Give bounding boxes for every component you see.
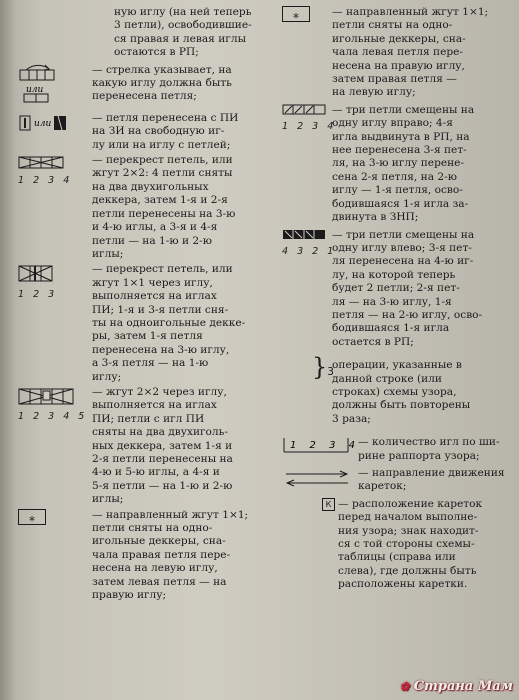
- legend-text-line: правую иглу;: [92, 589, 167, 602]
- legend-text-line: затем правая петля —: [332, 73, 457, 86]
- repeat-symbol: [312, 353, 335, 382]
- legend-text-line: петля — на 2-ю иглу, осво-: [332, 308, 483, 321]
- legend-entry-cross-2x2: [18, 154, 272, 261]
- legend-text-line: 5-я петли — на 1-ю и 2-ю: [92, 479, 233, 492]
- legend-text-line: 3 раза;: [332, 412, 371, 425]
- legend-text-line: одну иглу влево; 3-я пет-: [332, 241, 472, 254]
- needle-numbers: 1 2 3 4 5: [18, 411, 88, 423]
- shift-right-icon: [282, 104, 328, 116]
- legend-text-line: ся правая и левая иглы: [114, 32, 247, 45]
- needle-numbers: 4 3 2 1: [282, 245, 337, 257]
- legend-text-line: чала правая петля пере-: [92, 548, 231, 561]
- legend-entry-transfer: [18, 112, 272, 152]
- legend-text-line: строках) схемы узора,: [332, 385, 457, 398]
- needle-numbers: 1 2 3: [18, 288, 58, 300]
- cable-2x2-over-icon: [18, 388, 76, 406]
- legend-text-line: а 3-я петля — на 1-ю: [92, 357, 209, 370]
- legend-text-line: слева), где должны быть: [338, 564, 477, 577]
- legend-text-line: — направленный жгут 1×1;: [92, 508, 249, 521]
- legend-text-line: одну иглу вправо; 4-я: [332, 117, 453, 130]
- legend-text-line: лу или на иглу с петлей;: [92, 138, 231, 151]
- cable-1x1-icon: [18, 265, 58, 283]
- carriage-symbol: [322, 498, 335, 511]
- legend-text-line: ля, на 3-ю иглу перене-: [332, 157, 465, 170]
- legend-text-line: — направление движения: [358, 467, 505, 479]
- shift-right-symbol: [282, 104, 336, 134]
- watermark-flower-icon: ✿: [400, 680, 410, 693]
- curly-brace-icon: }: [312, 353, 328, 382]
- legend-text-line: бодившаяся 1-я игла за-: [332, 197, 469, 210]
- legend-text-line: игла выдвинута в РП, на: [332, 130, 470, 143]
- legend-text-line: жгут 2×2: 4 петли сняты: [92, 167, 233, 180]
- direction-symbol: [282, 469, 352, 493]
- legend-text-line: перенесена на 3-ю иглу,: [92, 343, 230, 356]
- directed-cable-icon: ⁎: [282, 6, 310, 22]
- cross-2x2-symbol: [18, 156, 72, 188]
- ili-label: или: [34, 118, 52, 129]
- legend-text-line: ных деккера, затем 1-я и: [92, 439, 233, 452]
- legend-text-line: перенесена петля;: [92, 90, 197, 103]
- legend-text-line: 2-я петли перенесены на: [92, 453, 233, 465]
- rapport-width-symbol: [282, 436, 360, 458]
- legend-text-line: сняты на два двухиголь-: [92, 426, 229, 439]
- legend-text-line: ную иглу (на ней теперь: [114, 6, 252, 18]
- legend-text-line: петли сняты на одно-: [92, 522, 213, 535]
- legend-text-line: таблицы (справа или: [338, 551, 456, 564]
- legend-text-line: чала левая петля пере-: [332, 46, 463, 59]
- legend-text-line: — жгут 2×2 через иглу,: [92, 385, 227, 398]
- needle-numbers: 1 2 3 4: [282, 121, 337, 133]
- legend-text-line: несена на левую иглу,: [92, 562, 218, 575]
- legend-entry-shift-right: [282, 104, 514, 225]
- legend-text-line: — перекрест петель, или: [92, 154, 233, 167]
- legend-text-line: ры, затем 1-я петля: [92, 330, 203, 343]
- book-gutter: [0, 0, 14, 700]
- legend-text-line: — петля перенесена с ПИ: [92, 111, 239, 124]
- rapport-bracket-icon: [282, 436, 360, 454]
- legend-text-line: ПИ; петли с игл ПИ: [92, 412, 205, 425]
- legend-text-line: ля перенесена на 4-ю иг-: [332, 255, 474, 268]
- watermark-text: Страна Мам: [413, 679, 513, 694]
- legend-text-line: игольные деккеры, сна-: [92, 535, 226, 548]
- legend-text-line: остаются в РП;: [114, 46, 199, 59]
- legend-entry-cable-2x2-over: [18, 386, 272, 507]
- legend-entry-continued: [18, 6, 272, 60]
- legend-text-line: деккера, затем 1-я и 2-я: [92, 194, 228, 207]
- legend-text-line: петли перенесены на 3-ю: [92, 207, 236, 220]
- legend-entry-rapport-width: [282, 436, 514, 463]
- legend-text-line: какую иглу должна быть: [92, 77, 232, 90]
- legend-entry-carriage-direction: [282, 467, 514, 494]
- directed-cable-symbol: [282, 6, 310, 22]
- legend-text-line: рине раппорта узора;: [358, 449, 480, 462]
- legend-text-line: — расположение кареток: [338, 497, 483, 510]
- carriage-k-icon: К: [322, 498, 335, 511]
- legend-text-line: 4-ю и 5-ю иглы, а 4-я и: [92, 466, 220, 479]
- shift-left-icon: [282, 229, 328, 241]
- legend-text-line: на два двухигольных: [92, 180, 209, 193]
- legend-text-line: на ЗИ на свободную иг-: [92, 125, 225, 138]
- cable-2x2-over-symbol: [18, 388, 87, 424]
- direction-arrows-icon: [282, 469, 352, 489]
- legend-entry-directed-cable-right: [282, 6, 514, 100]
- legend-text-line: выполняется на иглах: [92, 399, 217, 412]
- legend-text-line: сена 2-я петля, на 2-ю: [332, 170, 457, 183]
- legend-text-line: на левую иглу;: [332, 86, 416, 99]
- ili-label: или: [26, 84, 44, 95]
- site-watermark: [400, 679, 513, 694]
- needle-numbers: 1 2 3 4: [290, 440, 360, 452]
- legend-text-line: иглы;: [92, 247, 124, 260]
- legend-text-line: ты на одноигольные декке-: [92, 316, 246, 329]
- legend-entry-directed-cable-left: [18, 509, 272, 603]
- shift-left-symbol: [282, 229, 336, 259]
- cross-1x1-symbol: [18, 265, 58, 301]
- repeat-count: 3: [327, 366, 335, 379]
- legend-text-line: жгут 1×1 через иглу,: [92, 276, 213, 289]
- legend-text-line: кареток;: [358, 480, 407, 493]
- legend-text-line: бодившаяся 1-я игла: [332, 322, 450, 335]
- legend-text-line: двинута в ЗНП;: [332, 211, 419, 224]
- legend-text-line: — перекрест петель, или: [92, 263, 233, 276]
- legend-text-line: петли сняты на одно-: [332, 19, 453, 32]
- legend-text-line: данной строке (или: [332, 372, 442, 385]
- legend-text-line: — три петли смещены на: [332, 103, 475, 116]
- legend-text-line: должны быть повторены: [332, 399, 471, 412]
- legend-text-line: — стрелка указывает, на: [92, 63, 232, 76]
- legend-entry-arrow: [18, 64, 272, 104]
- legend-text-line: перед началом выполне-: [338, 511, 478, 524]
- arrow-symbol: [18, 62, 58, 106]
- legend-text-line: ля — на 3-ю иглу, 1-я: [332, 295, 452, 308]
- legend-text-line: ПИ; 1-я и 3-я петли сня-: [92, 303, 229, 316]
- legend-text-line: несена на правую иглу,: [332, 59, 465, 72]
- legend-entry-carriage-position: [282, 498, 514, 592]
- legend-text-line: иглы;: [92, 493, 124, 506]
- legend-text-line: — три петли смещены на: [332, 228, 475, 241]
- legend-text-line: остается в РП;: [332, 335, 414, 348]
- legend-text-line: иглу;: [92, 370, 122, 383]
- legend-text-line: ния узора; знак находит-: [338, 524, 479, 537]
- legend-text-line: операции, указанные в: [332, 359, 462, 372]
- legend-text-line: расположены каретки.: [338, 578, 468, 591]
- legend-text-line: — направленный жгут 1×1;: [332, 6, 489, 18]
- transfer-symbol: [18, 112, 80, 138]
- legend-text-line: игольные деккеры, сна-: [332, 32, 466, 45]
- legend-text-line: выполняется на иглах: [92, 290, 217, 303]
- legend-entry-repeat: [282, 353, 514, 426]
- legend-text-line: и 4-ю иглы, а 3-я и 4-я: [92, 221, 218, 234]
- legend-text-line: 3 петли), освободившие-: [114, 19, 252, 32]
- needle-arrow-icon: [18, 62, 58, 102]
- left-column: [18, 6, 272, 602]
- legend-text-line: будет 2 петли; 2-я пет-: [332, 282, 460, 295]
- legend-text-line: нее перенесена 3-я пет-: [332, 144, 467, 157]
- legend-text-line: — количество игл по ши-: [358, 436, 500, 449]
- legend-text-line: затем левая петля — на: [92, 575, 227, 588]
- transfer-stitch-icon: [18, 112, 80, 134]
- legend-text-line: петли — на 1-ю и 2-ю: [92, 234, 212, 247]
- legend-text-line: ся с той стороны схемы-: [338, 538, 475, 551]
- needle-numbers: 1 2 3 4: [18, 175, 73, 187]
- cable-2x2-icon: [18, 156, 66, 170]
- directed-cable-icon: ⁎: [18, 509, 46, 525]
- legend-text-line: лу, на которой теперь: [332, 268, 456, 281]
- directed-cable-symbol: [18, 509, 46, 525]
- legend-entry-shift-left: [282, 229, 514, 350]
- legend-text-line: иглу — 1-я петля, осво-: [332, 184, 463, 197]
- legend-entry-cross-1x1: [18, 263, 272, 384]
- right-column: [282, 6, 514, 592]
